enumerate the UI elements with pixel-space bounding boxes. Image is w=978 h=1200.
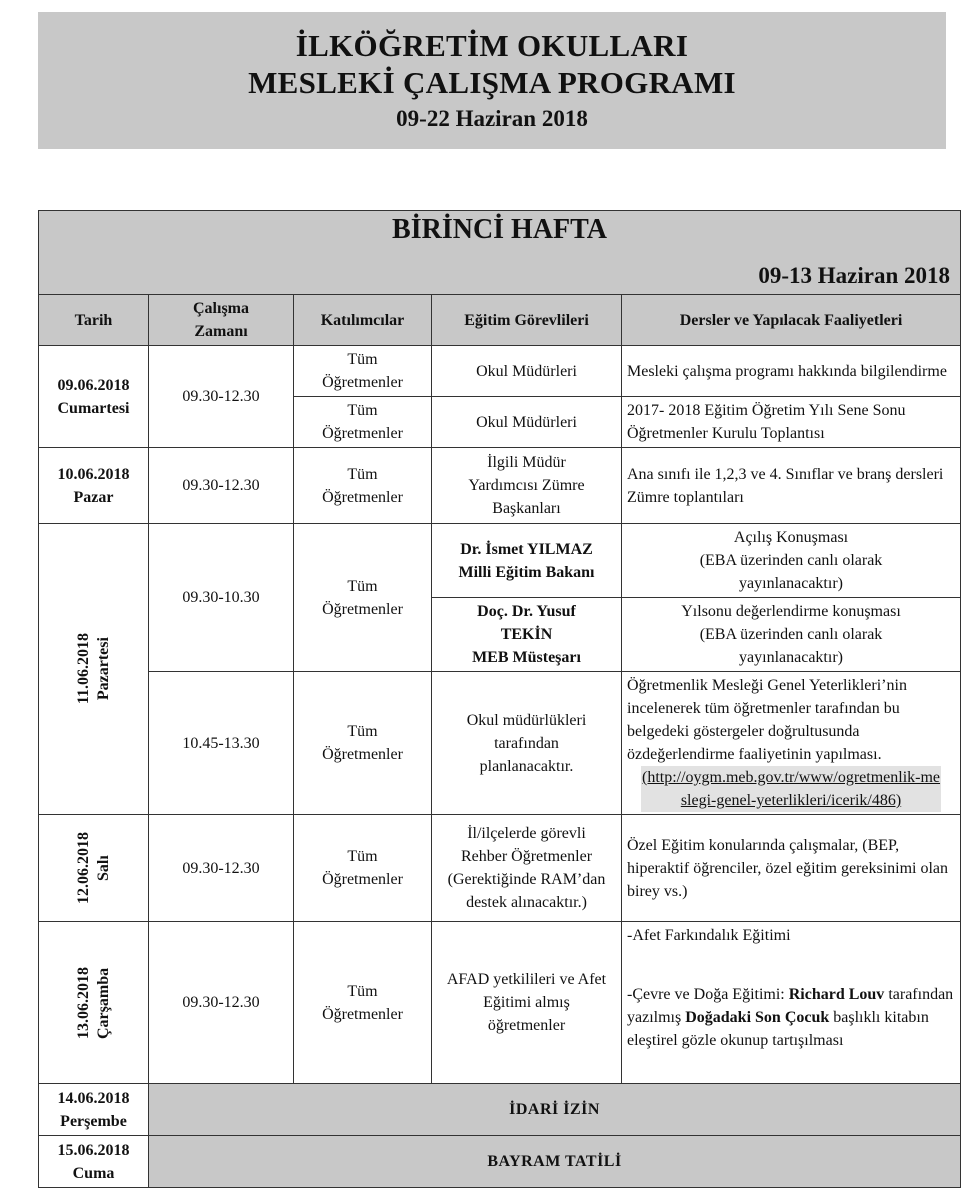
activity-1: -Afet Farkındalık Eğitimi: [627, 927, 791, 944]
title-date-range: 09-22 Haziran 2018: [396, 106, 588, 131]
activity-2-text: tarafından yazılmış: [627, 986, 954, 1026]
time-cell: 09.30-12.30: [149, 922, 294, 1084]
table-row: [39, 448, 961, 524]
date: 09.06.2018: [57, 376, 130, 394]
activity-note: (EBA üzerinden canlı olarak yayınlanacaktır): [699, 552, 883, 592]
participants: Tüm Öğretmenler: [322, 402, 403, 442]
participants: Tüm Öğretmenler: [322, 351, 403, 391]
date-vertical: [74, 832, 114, 904]
day: Pazartesi: [94, 637, 112, 701]
staff-cell: [432, 815, 622, 922]
staff: Okul müdürlükleri tarafından planlanacaktır.: [466, 711, 587, 775]
col-header-time-label: Çalışma Zamanı: [193, 300, 249, 340]
day: Cuma: [72, 1164, 115, 1182]
document-title-block: [38, 12, 946, 149]
holiday-banner: İDARİ İZİN: [149, 1084, 961, 1136]
staff: AFAD yetkilileri ve Afet Eğitimi almış öğretmenler: [446, 971, 607, 1034]
table-row: [39, 672, 961, 815]
staff-role: Milli Eğitim Bakanı: [458, 563, 595, 581]
holiday-banner: BAYRAM TATİLİ: [149, 1136, 961, 1188]
activity-2-text: başlıklı kitabın eleştirel gözle okunup tartışılması: [627, 1009, 929, 1049]
activity-cell: Özel Eğitim konularında çalışmalar, (BEP, hiperaktif öğrenciler, özel eğitim gereksinimi olan birey vs.): [622, 815, 961, 922]
staff-role: MEB Müsteşarı: [472, 649, 581, 666]
table-row: [39, 922, 961, 1084]
day: Pazar: [73, 488, 114, 506]
date: 13.06.2018: [74, 966, 92, 1039]
week-title: BİRİNCİ HAFTA: [392, 214, 607, 245]
participants-cell: [294, 672, 432, 815]
date-cell: [39, 1136, 149, 1188]
participants: Tüm Öğretmenler: [322, 577, 403, 618]
time-cell: 09.30-12.30: [149, 815, 294, 922]
staff: İl/ilçelerde görevli Rehber Öğretmenler (Gerektiğinde RAM’dan destek alınacaktır.): [447, 825, 606, 911]
time-cell: 09.30-10.30: [149, 524, 294, 672]
time-cell: 10.45-13.30: [149, 672, 294, 815]
reference-link[interactable]: (http://oygm.meb.gov.tr/www/ogretmenlik-meslegi-genel-yeterlikleri/icerik/486): [641, 766, 941, 812]
week-range: 09-13 Haziran 2018: [758, 263, 951, 288]
table-row: [39, 524, 961, 598]
schedule-table: [38, 210, 961, 1188]
activity-2-text: -Çevre ve Doğa Eğitimi:: [627, 986, 789, 1003]
activity-2-book: Doğadaki Son Çocuk: [685, 1009, 830, 1026]
table-row: [39, 1136, 961, 1188]
participants-cell: [294, 922, 432, 1084]
activity-cell: [622, 524, 961, 598]
day: Salı: [94, 855, 112, 881]
title-line-1: İLKÖĞRETİM OKULLARI: [295, 28, 689, 63]
participants: Tüm Öğretmenler: [322, 982, 403, 1023]
date-cell: [39, 1084, 149, 1136]
col-header-staff: Eğitim Görevlileri: [432, 295, 622, 346]
activity-2: [627, 983, 955, 1052]
date-cell: [39, 815, 149, 922]
staff-cell: Okul Müdürleri: [432, 346, 622, 397]
participants: Tüm Öğretmenler: [322, 723, 403, 763]
staff-cell: [432, 598, 622, 672]
staff: İlgili Müdür Yardımcısı Zümre Başkanları: [468, 454, 585, 517]
activity-note: (EBA üzerinden canlı olarak yayınlanacaktır): [699, 626, 883, 666]
activity-cell: Mesleki çalışma programı hakkında bilgilendirme: [622, 346, 961, 397]
date-vertical: [74, 633, 114, 704]
activity-cell: [622, 922, 961, 1084]
participants: Tüm Öğretmenler: [322, 848, 403, 888]
staff-name: Doç. Dr. Yusuf TEKİN: [477, 603, 576, 643]
participants-cell: [294, 448, 432, 524]
date-cell: [39, 524, 149, 815]
date-cell: [39, 922, 149, 1084]
date: 12.06.2018: [74, 832, 92, 904]
participants-cell: [294, 815, 432, 922]
staff-cell: Okul Müdürleri: [432, 397, 622, 448]
title-line-2: MESLEKİ ÇALIŞMA PROGRAMI: [248, 65, 736, 100]
col-header-activities: Dersler ve Yapılacak Faaliyetleri: [622, 295, 961, 346]
table-row: [39, 815, 961, 922]
week-header: [39, 211, 961, 295]
staff-cell: [432, 672, 622, 815]
day: Çarşamba: [94, 966, 112, 1039]
staff-cell: [432, 524, 622, 598]
participants-cell: [294, 397, 432, 448]
date: 15.06.2018: [57, 1141, 130, 1159]
activity-cell: [622, 672, 961, 815]
staff-cell: [432, 448, 622, 524]
table-row: [39, 1084, 961, 1136]
date: 14.06.2018: [57, 1089, 130, 1107]
date: 10.06.2018: [57, 465, 130, 483]
activity-title: Açılış Konuşması: [733, 529, 849, 546]
col-header-time: [149, 295, 294, 346]
date: 11.06.2018: [74, 633, 92, 705]
col-header-participants: Katılımcılar: [294, 295, 432, 346]
activity-cell: Ana sınıfı ile 1,2,3 ve 4. Sınıflar ve branş dersleri Zümre toplantıları: [622, 448, 961, 524]
date-vertical: [74, 967, 114, 1039]
activity-text: Öğretmenlik Mesleği Genel Yeterlikleri’nin incelenerek tüm öğretmenler tarafından bu belgedeki göstergeler doğrultusunda özdeğerlendirme faaliyetinin yapılması.: [627, 677, 907, 763]
column-header-row: [39, 295, 961, 346]
participants: Tüm Öğretmenler: [322, 465, 403, 506]
activity-title: Yılsonu değerlendirme konuşması: [681, 603, 901, 620]
col-header-date: Tarih: [39, 295, 149, 346]
participants-cell: [294, 346, 432, 397]
time-cell: 09.30-12.30: [149, 448, 294, 524]
activity-2-author: Richard Louv: [788, 986, 885, 1003]
day: Cumartesi: [57, 399, 130, 417]
activity-cell: 2017- 2018 Eğitim Öğretim Yılı Sene Sonu Öğretmenler Kurulu Toplantısı: [622, 397, 961, 448]
activity-cell: [622, 598, 961, 672]
table-row: [39, 346, 961, 397]
staff-cell: [432, 922, 622, 1084]
time-cell: 09.30-12.30: [149, 346, 294, 448]
staff-name: Dr. İsmet YILMAZ: [460, 540, 593, 558]
day: Perşembe: [60, 1112, 127, 1130]
date-cell: [39, 448, 149, 524]
participants-cell: [294, 524, 432, 672]
date-cell: [39, 346, 149, 448]
